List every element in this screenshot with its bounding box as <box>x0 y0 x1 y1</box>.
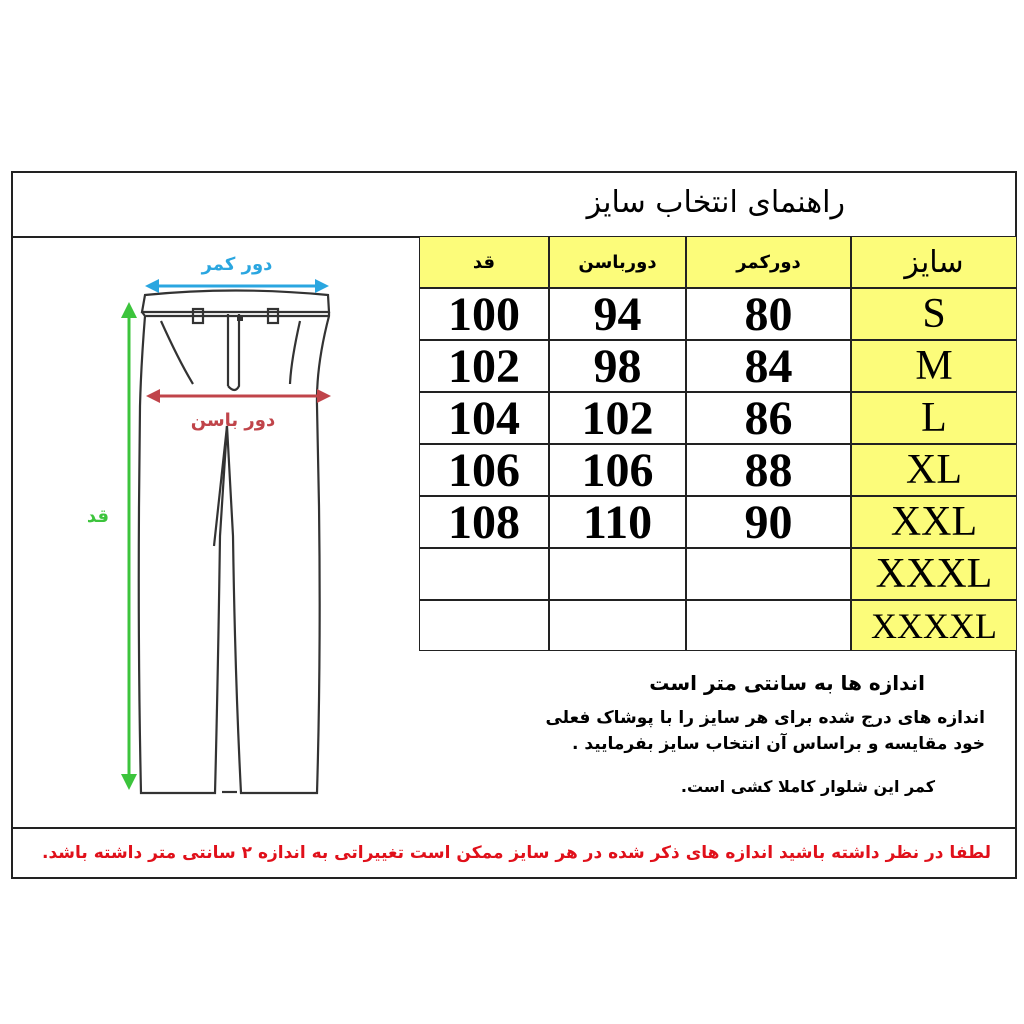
table-cell-size: S <box>851 288 1017 340</box>
page-title: راهنمای انتخاب سایز <box>586 185 845 220</box>
table-cell-waist: 90 <box>686 496 851 548</box>
compare-note-line1: اندازه های درج شده برای هر سایز را با پوشاک فعلی <box>545 708 985 728</box>
pants-diagram <box>13 236 418 827</box>
compare-note-line2: خود مقایسه و براساس آن انتخاب سایز بفرمایید . <box>572 734 985 754</box>
waist-elastic-note: کمر این شلوار کاملا کشی است. <box>680 777 935 796</box>
header-length: قد <box>419 236 549 288</box>
table-cell-size: XXXXL <box>851 600 1017 651</box>
table-cell-waist: 86 <box>686 392 851 444</box>
table-cell-size: XL <box>851 444 1017 496</box>
waist-label: دور کمر <box>201 254 273 275</box>
title-row <box>13 173 1015 238</box>
table-cell-hip: 110 <box>549 496 686 548</box>
notes <box>425 671 985 796</box>
table-cell-length: 100 <box>419 288 549 340</box>
table-cell-hip: 98 <box>549 340 686 392</box>
units-note: اندازه ها به سانتی متر است <box>649 671 925 695</box>
length-label: قد <box>86 506 110 527</box>
table-cell-hip: 106 <box>549 444 686 496</box>
table-cell-waist <box>686 548 851 600</box>
table-cell-waist: 84 <box>686 340 851 392</box>
footer-divider <box>13 827 1015 829</box>
hip-label: دور باسن <box>190 410 276 431</box>
table-cell-hip: 102 <box>549 392 686 444</box>
hip-arrow <box>146 389 331 403</box>
table-cell-length: 106 <box>419 444 549 496</box>
tolerance-warning: لطفا در نظر داشته باشید اندازه های ذکر شده در هر سایز ممکن است تغییراتی به اندازه ۲ سانتی متر داشته باشد. <box>42 843 991 863</box>
length-arrow <box>121 302 137 790</box>
table-cell-size: XXL <box>851 496 1017 548</box>
header-size: سایز <box>851 236 1017 288</box>
table-cell-length: 108 <box>419 496 549 548</box>
size-table <box>419 236 1017 651</box>
table-cell-waist: 88 <box>686 444 851 496</box>
table-cell-size: M <box>851 340 1017 392</box>
table-cell-length <box>419 548 549 600</box>
header-hip: دورباسن <box>549 236 686 288</box>
pants-illustration <box>13 236 418 827</box>
table-cell-waist: 80 <box>686 288 851 340</box>
table-cell-length: 102 <box>419 340 549 392</box>
table-cell-hip <box>549 548 686 600</box>
size-guide-frame <box>11 171 1017 879</box>
table-cell-waist <box>686 600 851 651</box>
table-cell-size: L <box>851 392 1017 444</box>
table-cell-length: 104 <box>419 392 549 444</box>
table-cell-length <box>419 600 549 651</box>
table-cell-hip: 94 <box>549 288 686 340</box>
table-cell-size: XXXL <box>851 548 1017 600</box>
table-cell-hip <box>549 600 686 651</box>
header-waist: دورکمر <box>686 236 851 288</box>
